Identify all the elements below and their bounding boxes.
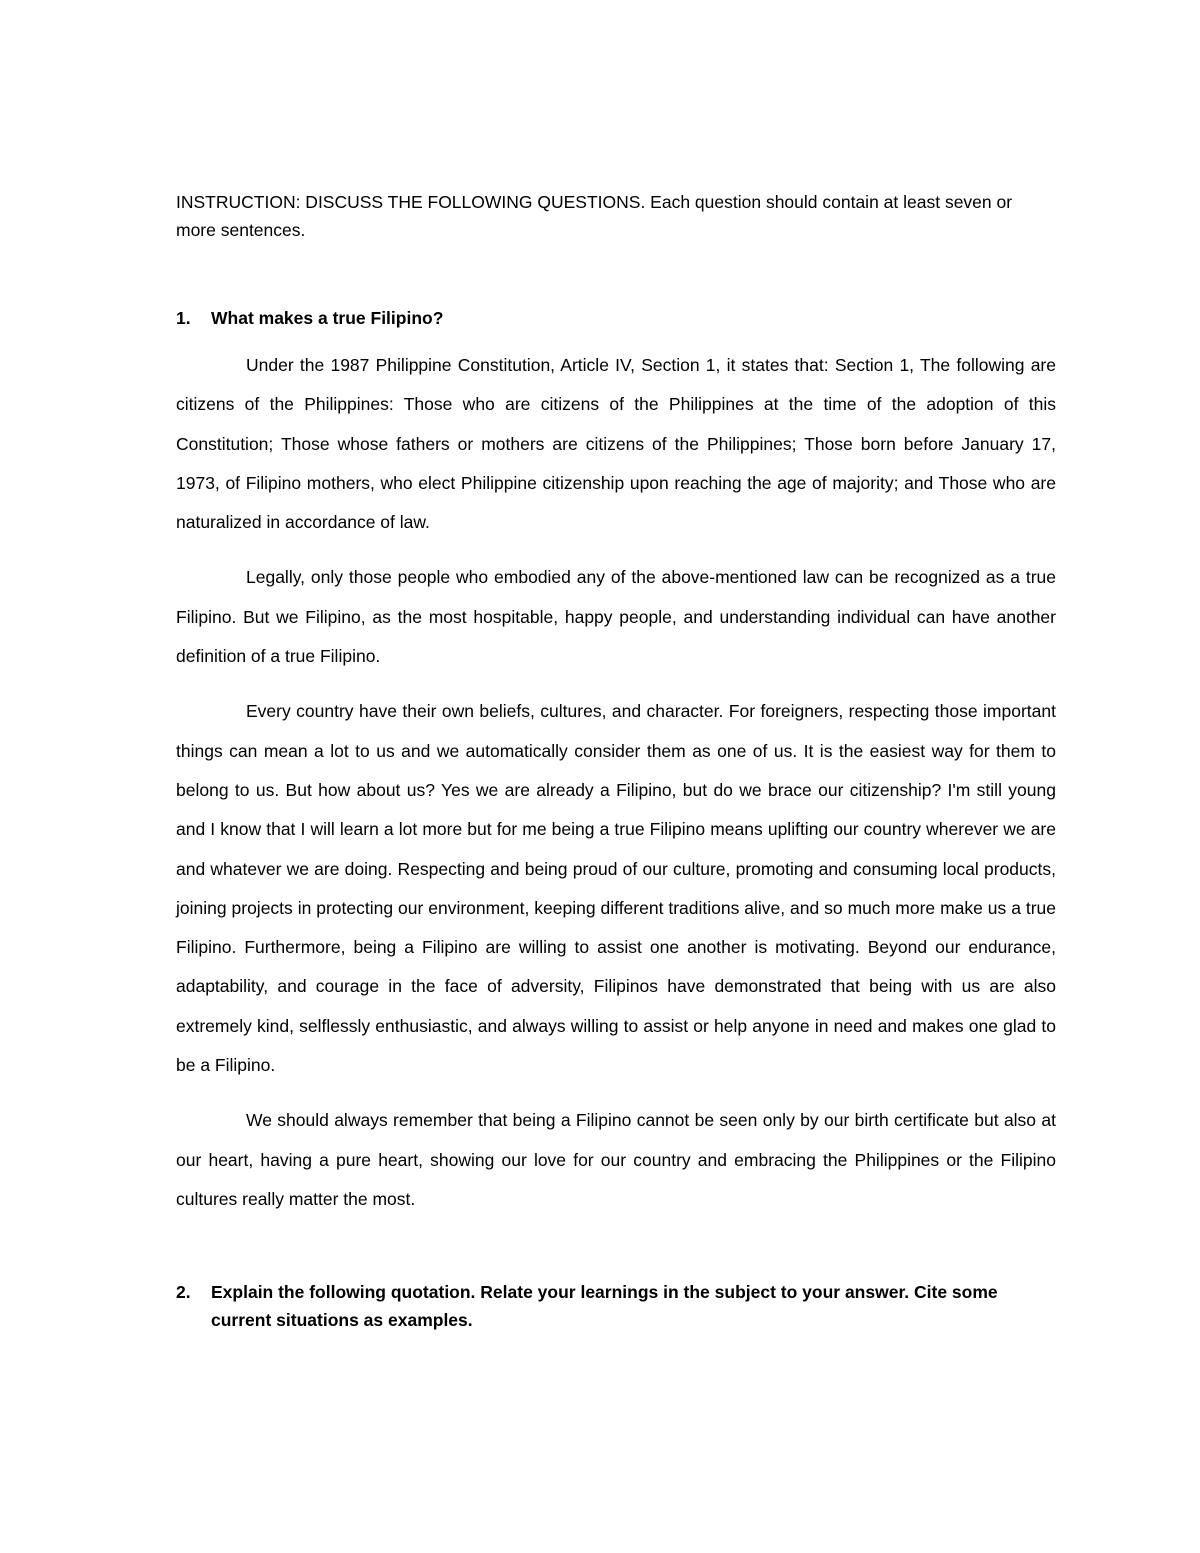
question-2-text: Explain the following quotation. Relate your learnings in the subject to your answer. Cite some current situations as examples. (211, 1282, 998, 1330)
answer-paragraph: Legally, only those people who embodied any of the above-mentioned law can be recognized as a true Filipino. But we Filipino, as the most hospitable, happy people, and understanding individual can have another definition of a true Filipino. (176, 567, 1056, 667)
answer-paragraph: Every country have their own beliefs, cultures, and character. For foreigners, respecting those important things can mean a lot to us and we automatically consider them as one of us. It is the easiest way for them to belong to us. But how about us? Yes we are already a Filipino, but do we brace our citizenship? I'm still young and I know that I will learn a lot more but for me being a true Filipino means uplifting our country wherever we are and whatever we are doing. Respecting and being proud of our culture, promoting and consuming local products, joining projects in protecting our environment, keeping different traditions alive, and so much more make us a true Filipino. Furthermore, being a Filipino are willing to assist one another is motivating. Beyond our endurance, adaptability, and courage in the face of adversity, Filipinos have demonstrated that being with us are also extremely kind, selflessly enthusiastic, and always willing to assist or help anyone in need and makes one glad to be a Filipino. (176, 701, 1056, 1076)
instruction-text: INSTRUCTION: DISCUSS THE FOLLOWING QUESTIONS. Each question should contain at least seven or more sentences. (176, 192, 1013, 240)
answer-paragraph: Under the 1987 Philippine Constitution, Article IV, Section 1, it states that: Section 1, The following are citizens of the Philippines: Those who are citizens of the Philippines at the time of the adoption of this Constitution; Those whose fathers or mothers are citizens of the Philippines; Those born before January 17, 1973, of Filipino mothers, who elect Philippine citizenship upon reaching the age of majority; and Those who are naturalized in accordance of law. (176, 355, 1056, 533)
question-1-text: What makes a true Filipino? (211, 308, 444, 328)
answer-paragraph: We should always remember that being a Filipino cannot be seen only by our birth certificate but also at our heart, having a pure heart, showing our love for our country and embracing the Philippines or the Filipino cultures really matter the most. (176, 1110, 1056, 1209)
question-2-number: 2. (176, 1282, 191, 1302)
question-1-heading (176, 304, 1056, 332)
question-1-number: 1. (176, 308, 191, 328)
question-2-heading (176, 1278, 1056, 1334)
question-1-answer (176, 346, 1056, 1235)
